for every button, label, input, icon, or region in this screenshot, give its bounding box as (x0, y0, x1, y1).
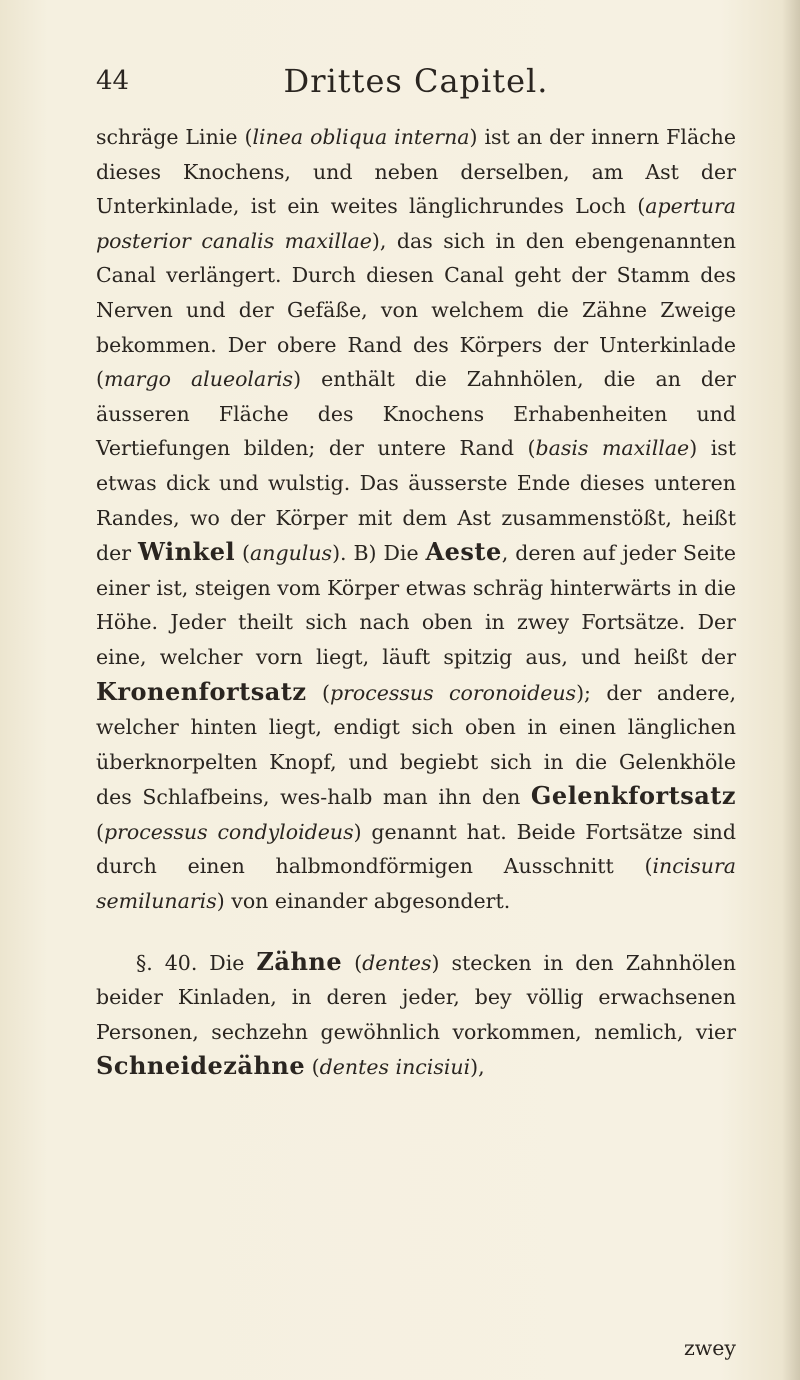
body-text (96, 120, 736, 1085)
latin-term: incisura semilunaris (96, 854, 736, 914)
emphasized-term: Zähne (256, 946, 343, 976)
latin-term: processus condyloideus (104, 819, 354, 844)
emphasized-term: Aeste (425, 537, 502, 567)
emphasized-term: Gelenkfortsatz (530, 781, 736, 811)
running-head: Drittes Capitel. (283, 62, 549, 100)
latin-term: processus coronoideus (329, 680, 577, 705)
paragraph-2: §. 40. Die Zähne (dentes) stecken in den Zahnhölen beider Kinladen, in deren jeder, bey völlig erwachsenen Personen, sechzehn gewöhnlich vorkommen, nemlich, vier Schneidezähne (dentes incisiui), (96, 946, 737, 1081)
latin-term: angulus (250, 541, 333, 566)
page-spine-shadow (782, 0, 800, 1380)
catchword: zwey (683, 1336, 736, 1360)
latin-term: linea obliqua interna (252, 125, 470, 149)
latin-term: margo alueolaris (104, 367, 294, 392)
latin-term: dentes incisiui (319, 1055, 471, 1080)
latin-term: apertura posterior canalis maxillae (96, 194, 736, 253)
page-number: 44 (96, 66, 130, 96)
emphasized-term: Kronenfortsatz (96, 676, 307, 706)
page-header (96, 62, 736, 108)
emphasized-term: Winkel (137, 537, 236, 567)
emphasized-term: Schneidezähne (96, 1051, 306, 1081)
latin-term: basis maxillae (535, 436, 690, 461)
latin-term: dentes (362, 950, 432, 975)
paragraph-1: schräge Linie (linea obliqua interna) ist an der innern Fläche dieses Knochens, und neben derselben, am Ast der Unterkinlade, ist ein weites länglichrundes Loch (apertura posterior canalis maxillae), das sich in den ebengenannten Canal verlängert. Durch diesen Canal geht der Stamm des Nerven und der Gefäße, von welchem die Zähne Zweige bekommen. Der obere Rand des Körpers der Unterkinlade (margo alueolaris) enthält die Zahnhölen, die an der äusseren Fläche des Knochens Erhabenheiten und Vertiefungen bilden; der untere Rand (basis maxillae) ist etwas dick und wulstig. Das äusserste Ende dieses unteren Randes, wo der Körper mit dem Ast zusammenstößt, heißt der Winkel (angulus). B) Die Aeste, deren auf jeder Seite einer ist, steigen vom Körper etwas schräg hinterwärts in die Höhe. Jeder theilt sich nach oben in zwey Fortsätze. Der eine, welcher vorn liegt, läuft spitzig aus, und heißt der Kronenfortsatz (processus coronoideus); der andere, welcher hinten liegt, endigt sich oben in einen länglichen überknorpelten Knopf, und begiebt sich in die Gelenkhöle des Schlafbeins, wes-halb man ihn den Gelenkfortsatz (processus condyloideus) genannt hat. Beide Fortsätze sind durch einen halbmondförmigen Ausschnitt (incisura semilunaris) von einander abgesondert. (96, 125, 737, 914)
